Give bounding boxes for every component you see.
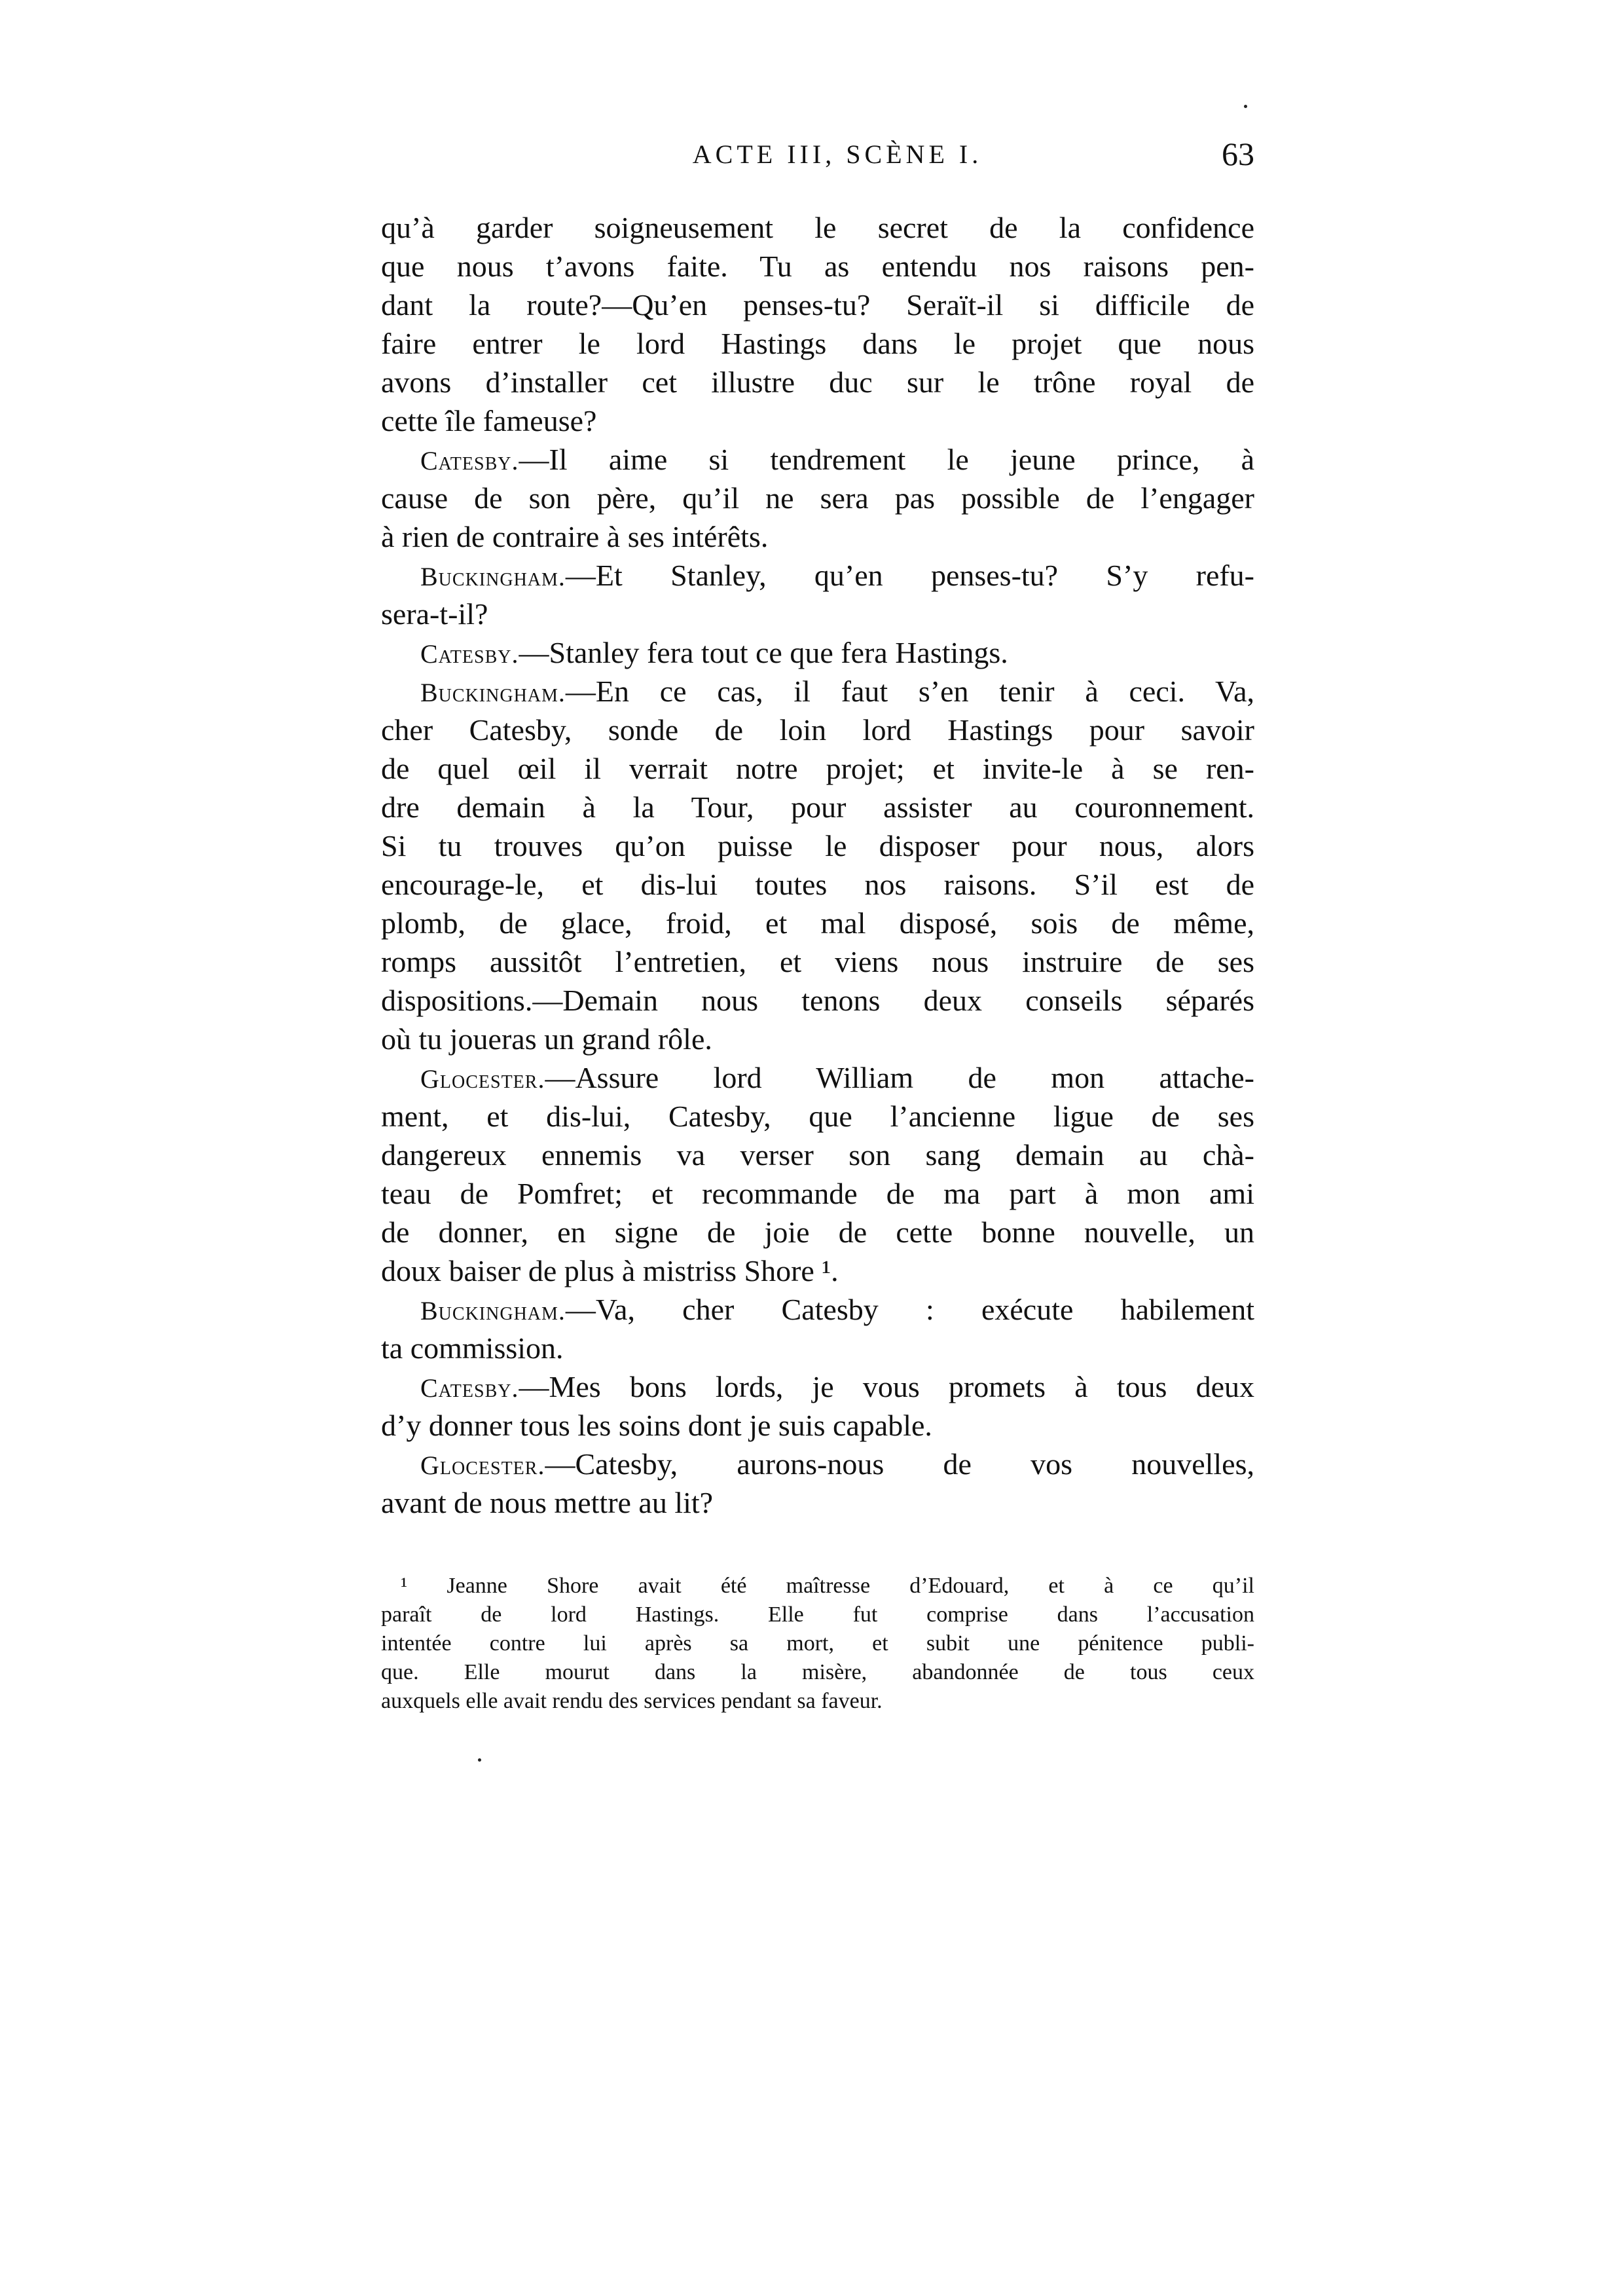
- line-text: —En ce cas, il faut s’en tenir à ceci. Va,: [565, 675, 1254, 708]
- line-text: avant de nous mettre au lit?: [381, 1486, 714, 1519]
- text-line: [381, 1329, 1254, 1367]
- line-text: —Assure lord William de mon attache-: [545, 1061, 1254, 1094]
- paragraph: [381, 1058, 1254, 1290]
- paragraph: [381, 556, 1254, 633]
- speaker-name: Catesby.: [420, 639, 519, 669]
- text-line: [381, 1406, 1254, 1445]
- text-line: [381, 1174, 1254, 1213]
- line-text: —Mes bons lords, je vous promets à tous deux: [519, 1370, 1254, 1403]
- text-line: [381, 865, 1254, 904]
- text-line: [381, 788, 1254, 826]
- text-line: [381, 556, 1254, 595]
- line-text: cette île fameuse?: [381, 404, 597, 437]
- line-text: —Il aime si tendrement le jeune prince, à: [519, 443, 1254, 476]
- line-text: de donner, en signe de joie de cette bonne nouvelle, un: [381, 1215, 1254, 1249]
- text-line: [381, 401, 1254, 440]
- text-line: [381, 904, 1254, 942]
- text-line: [381, 749, 1254, 788]
- text-line: [381, 826, 1254, 865]
- speaker-name: Buckingham.: [420, 562, 566, 591]
- text-line: [381, 1058, 1254, 1097]
- paragraph: [381, 208, 1254, 440]
- footnote: [381, 1572, 1254, 1716]
- text-line: [381, 286, 1254, 324]
- speaker-name: Catesby.: [420, 1373, 519, 1403]
- line-text: où tu joueras un grand rôle.: [381, 1022, 712, 1056]
- running-title: ACTE III, SCÈNE I.: [692, 139, 983, 169]
- text-line: [381, 363, 1254, 401]
- footnote-line: paraît de lord Hastings. Elle fut comprise dans l’accusation: [381, 1602, 1254, 1627]
- text-line: [381, 1445, 1254, 1483]
- text-line: [381, 324, 1254, 363]
- text-line: [381, 1136, 1254, 1174]
- speaker-name: Glocester.: [420, 1451, 545, 1480]
- line-text: ta commission.: [381, 1331, 564, 1365]
- line-text: de quel œil il verrait notre projet; et invite-le à se ren-: [381, 752, 1254, 785]
- text-line: [381, 208, 1254, 247]
- page-number: 63: [1222, 136, 1254, 172]
- line-text: cher Catesby, sonde de loin lord Hastings pour savoir: [381, 713, 1254, 747]
- text-line: [381, 440, 1254, 479]
- text-line: [381, 479, 1254, 517]
- footnote-line: auxquels elle avait rendu des services pendant sa faveur.: [381, 1689, 883, 1713]
- paragraph: [381, 440, 1254, 556]
- text-line: [381, 1020, 1254, 1058]
- line-text: dangereux ennemis va verser son sang demain au chà-: [381, 1138, 1254, 1172]
- paragraph: [381, 1445, 1254, 1522]
- text-line: [381, 633, 1254, 672]
- speaker-name: Catesby.: [420, 446, 519, 475]
- speaker-name: Glocester.: [420, 1064, 545, 1094]
- line-text: teau de Pomfret; et recommande de ma part à mon ami: [381, 1177, 1254, 1210]
- line-text: qu’à garder soigneusement le secret de la confidence: [381, 211, 1254, 244]
- line-text: avons d’installer cet illustre duc sur le trône royal de: [381, 365, 1254, 399]
- footnote-line: intentée contre lui après sa mort, et subit une pénitence publi-: [381, 1631, 1254, 1656]
- text-line: [381, 942, 1254, 981]
- line-text: sera-t-il?: [381, 597, 488, 631]
- line-text: d’y donner tous les soins dont je suis capable.: [381, 1409, 932, 1442]
- text-line: [381, 711, 1254, 749]
- paragraph: [381, 633, 1254, 672]
- paragraph: [381, 672, 1254, 1058]
- line-text: à rien de contraire à ses intérêts.: [381, 520, 769, 553]
- line-text: faire entrer le lord Hastings dans le projet que nous: [381, 327, 1254, 360]
- text-line: [381, 1483, 1254, 1522]
- paragraph: [381, 1290, 1254, 1367]
- text-line: [381, 247, 1254, 286]
- line-text: ment, et dis-lui, Catesby, que l’ancienne ligue de ses: [381, 1100, 1254, 1133]
- line-text: cause de son père, qu’il ne sera pas possible de l’engager: [381, 481, 1254, 515]
- text-line: [381, 1367, 1254, 1406]
- text-line: [381, 517, 1254, 556]
- text-line: [381, 1290, 1254, 1329]
- line-text: plomb, de glace, froid, et mal disposé, sois de même,: [381, 906, 1254, 940]
- text-line: [381, 981, 1254, 1020]
- speck-mark: [1244, 105, 1247, 108]
- speaker-name: Buckingham.: [420, 678, 566, 707]
- text-line: [381, 595, 1254, 633]
- text-line: [381, 1251, 1254, 1290]
- line-text: —Va, cher Catesby : exécute habilement: [565, 1293, 1254, 1326]
- footnote-line: ¹ Jeanne Shore avait été maîtresse d’Edouard, et à ce qu’il: [401, 1574, 1254, 1598]
- line-text: romps aussitôt l’entretien, et viens nous instruire de ses: [381, 945, 1254, 978]
- line-text: —Et Stanley, qu’en penses-tu? S’y refu-: [565, 559, 1254, 592]
- line-text: dant la route?—Qu’en penses-tu? Seraït-il si difficile de: [381, 288, 1254, 322]
- speaker-name: Buckingham.: [420, 1296, 566, 1325]
- line-text: dispositions.—Demain nous tenons deux conseils séparés: [381, 984, 1254, 1017]
- text-line: [381, 672, 1254, 711]
- running-header: [381, 136, 1254, 178]
- line-text: doux baiser de plus à mistriss Shore ¹.: [381, 1254, 839, 1287]
- footnote-line: que. Elle mourut dans la misère, abandonnée de tous ceux: [381, 1660, 1254, 1684]
- text-line: [381, 1213, 1254, 1251]
- line-text: dre demain à la Tour, pour assister au couronnement.: [381, 790, 1254, 824]
- speck-mark: [478, 1758, 481, 1762]
- line-text: —Stanley fera tout ce que fera Hastings.: [519, 636, 1008, 669]
- line-text: que nous t’avons faite. Tu as entendu nos raisons pen-: [381, 250, 1254, 283]
- text-line: [381, 1097, 1254, 1136]
- line-text: encourage-le, et dis-lui toutes nos raisons. S’il est de: [381, 868, 1254, 901]
- line-text: —Catesby, aurons-nous de vos nouvelles,: [545, 1447, 1254, 1481]
- paragraph: [381, 1367, 1254, 1445]
- body-text: [381, 208, 1254, 1522]
- line-text: Si tu trouves qu’on puisse le disposer pour nous, alors: [381, 829, 1254, 862]
